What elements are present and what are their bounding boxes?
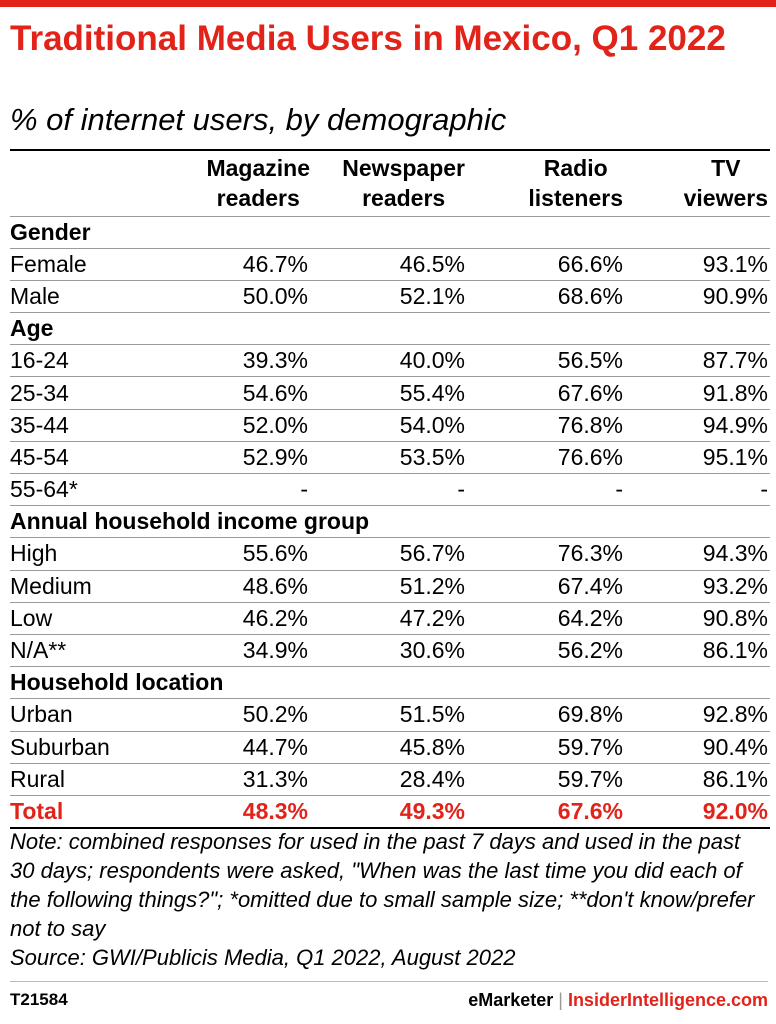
table-cell: 55.6%	[242, 540, 308, 567]
row-label: Male	[10, 282, 60, 309]
table-row	[10, 602, 770, 634]
table-cell: 59.7%	[557, 733, 623, 760]
table-cell: 56.2%	[557, 637, 623, 664]
total-cell: 48.3%	[242, 797, 308, 824]
chart-note	[10, 827, 770, 972]
brand-emarketer: eMarketer	[468, 990, 554, 1010]
table-cell: 56.7%	[399, 540, 465, 567]
table-cell: 76.8%	[557, 411, 623, 438]
table-cell: 93.2%	[702, 572, 768, 599]
table-cell: 46.2%	[242, 604, 308, 631]
table-cell: 53.5%	[399, 443, 465, 470]
row-label: N/A**	[10, 637, 67, 664]
table-cell: 50.2%	[242, 701, 308, 728]
row-label: Female	[10, 250, 87, 277]
row-label: High	[10, 540, 58, 567]
table-cell: 39.3%	[242, 347, 308, 374]
column-header: Magazine readers	[206, 155, 310, 212]
table-row	[10, 248, 770, 280]
table-cell: 40.0%	[399, 347, 465, 374]
column-header: TV viewers	[683, 155, 768, 212]
table-cell: 86.1%	[702, 637, 768, 664]
table-cell: 91.8%	[702, 379, 768, 406]
group-label: Household location	[10, 669, 224, 696]
table-cell: 66.6%	[557, 250, 623, 277]
group-label: Annual household income group	[10, 508, 370, 535]
table-row	[10, 538, 770, 570]
table-cell: 94.9%	[702, 411, 768, 438]
row-label: 16-24	[10, 347, 69, 374]
table-cell: 87.7%	[702, 347, 768, 374]
table-row	[10, 699, 770, 731]
row-label: 35-44	[10, 411, 69, 438]
table-cell: 69.8%	[557, 701, 623, 728]
table-cell: 50.0%	[242, 282, 308, 309]
row-label: 45-54	[10, 443, 69, 470]
row-label: Suburban	[10, 733, 110, 760]
row-label: Medium	[10, 572, 92, 599]
table-row	[10, 570, 770, 602]
group-header-row	[10, 313, 770, 345]
table-row	[10, 280, 770, 312]
column-header: Newspaper readers	[342, 155, 465, 212]
footer-brand	[468, 990, 768, 1011]
source-text: Source: GWI/Publicis Media, Q1 2022, August 2022	[10, 945, 516, 970]
column-header: Radio listeners	[528, 155, 623, 212]
table-cell: -	[760, 476, 768, 503]
table-cell: -	[615, 476, 623, 503]
total-label: Total	[10, 797, 64, 824]
header-row	[10, 150, 770, 216]
table-cell: 54.6%	[242, 379, 308, 406]
table-row	[10, 345, 770, 377]
table-row	[10, 763, 770, 795]
top-accent-bar	[0, 0, 776, 7]
group-header-row	[10, 216, 770, 248]
table-cell: 47.2%	[399, 604, 465, 631]
table-cell: 64.2%	[557, 604, 623, 631]
table-row	[10, 441, 770, 473]
group-header-row	[10, 667, 770, 699]
total-cell: 92.0%	[702, 797, 768, 824]
table-cell: 86.1%	[702, 765, 768, 792]
table-row	[10, 634, 770, 666]
table-cell: 68.6%	[557, 282, 623, 309]
table-cell: 76.6%	[557, 443, 623, 470]
table-cell: 34.9%	[242, 637, 308, 664]
table-cell: 51.5%	[399, 701, 465, 728]
table-row	[10, 377, 770, 409]
brand-insider-intelligence: InsiderIntelligence.com	[567, 990, 768, 1010]
table-cell: 31.3%	[242, 765, 308, 792]
table-cell: 28.4%	[399, 765, 465, 792]
table-cell: 95.1%	[702, 443, 768, 470]
group-label: Gender	[10, 218, 91, 245]
table-cell: 48.6%	[242, 572, 308, 599]
total-cell: 67.6%	[557, 797, 623, 824]
table-cell: 59.7%	[557, 765, 623, 792]
table-cell: 52.0%	[242, 411, 308, 438]
table-cell: 55.4%	[399, 379, 465, 406]
table-row	[10, 409, 770, 441]
footer-divider	[10, 981, 768, 982]
total-row	[10, 795, 770, 827]
table-cell: 76.3%	[557, 540, 623, 567]
data-table	[10, 149, 770, 829]
row-label: Urban	[10, 701, 73, 728]
table-cell: 90.8%	[702, 604, 768, 631]
table-cell: 90.9%	[702, 282, 768, 309]
table-cell: -	[300, 476, 308, 503]
chart-subtitle: % of internet users, by demographic	[10, 102, 507, 137]
table-body	[10, 216, 770, 828]
table-cell: 67.6%	[557, 379, 623, 406]
group-label: Age	[10, 315, 54, 342]
table-cell: 30.6%	[399, 637, 465, 664]
table-cell: -	[457, 476, 465, 503]
row-label: Low	[10, 604, 53, 631]
table-cell: 54.0%	[399, 411, 465, 438]
total-cell: 49.3%	[399, 797, 465, 824]
chart-id: T21584	[10, 990, 68, 1009]
table-row	[10, 731, 770, 763]
table-cell: 52.1%	[399, 282, 465, 309]
table-cell: 90.4%	[702, 733, 768, 760]
table-cell: 56.5%	[557, 347, 623, 374]
note-text: Note: combined responses for used in the past 7 days and used in the past 30 days; respondents were asked, "When was the last time you did each of the following things?"; *omitted due to small sample size; **don't know/prefer not to say	[10, 829, 755, 941]
table-cell: 44.7%	[242, 733, 308, 760]
table-cell: 94.3%	[702, 540, 768, 567]
row-label: 55-64*	[10, 476, 78, 503]
header-blank	[10, 150, 200, 216]
row-label: Rural	[10, 765, 65, 792]
table-cell: 93.1%	[702, 250, 768, 277]
brand-separator: |	[558, 990, 563, 1010]
chart-title: Traditional Media Users in Mexico, Q1 2022	[10, 19, 726, 58]
table-cell: 46.5%	[399, 250, 465, 277]
table-cell: 52.9%	[242, 443, 308, 470]
row-label: 25-34	[10, 379, 69, 406]
table-cell: 46.7%	[242, 250, 308, 277]
group-header-row	[10, 506, 770, 538]
table-cell: 92.8%	[702, 701, 768, 728]
table-cell: 67.4%	[557, 572, 623, 599]
table-cell: 51.2%	[399, 572, 465, 599]
table-row	[10, 474, 770, 506]
table-cell: 45.8%	[399, 733, 465, 760]
